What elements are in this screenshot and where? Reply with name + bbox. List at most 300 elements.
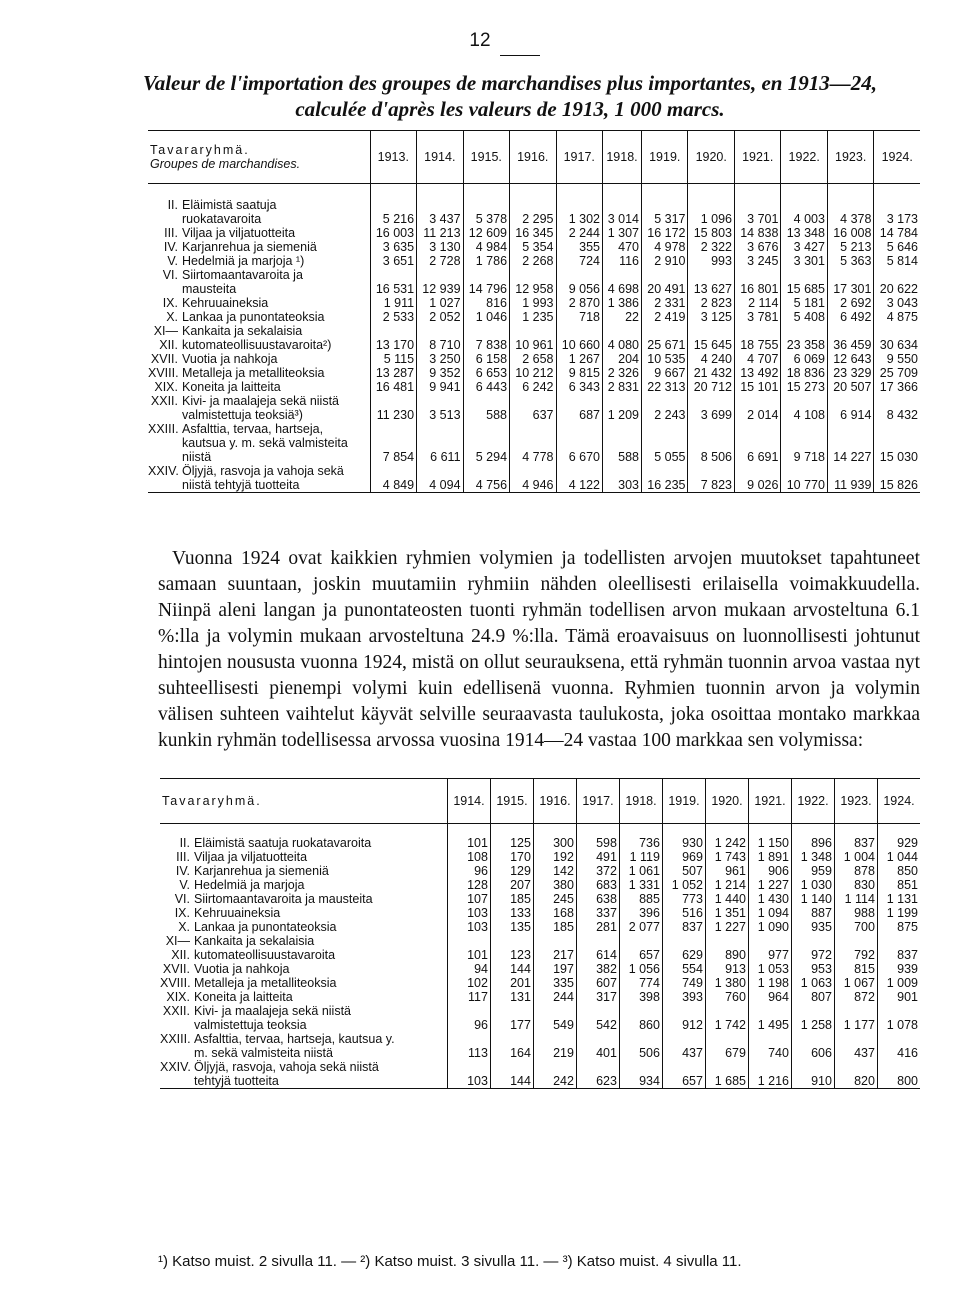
value-volume-ratio-table — [160, 778, 920, 1089]
value-cell: 929 — [877, 824, 920, 851]
group-header — [160, 779, 447, 824]
table-row — [148, 184, 920, 227]
value-cell: 217 — [533, 934, 576, 962]
value-cell: 935 — [791, 920, 834, 934]
value-cell: 1 302 — [556, 184, 602, 227]
group-number: XVII. — [150, 352, 178, 366]
value-cell: 5 115 — [370, 352, 416, 366]
page-number-rule — [500, 55, 540, 56]
value-cell: 17 301 — [827, 268, 873, 296]
value-cell: 16 008 — [827, 226, 873, 240]
value-cell: 12 958 — [510, 268, 556, 296]
value-cell: 959 — [791, 864, 834, 878]
value-cell: 2 728 — [417, 254, 463, 268]
value-cell: 629 — [662, 934, 705, 962]
value-cell: 1 061 — [619, 864, 662, 878]
value-cell: 7 854 — [370, 422, 416, 464]
value-cell: 5 408 — [781, 310, 827, 324]
value-cell: 1 742 — [705, 1004, 748, 1032]
value-cell: 3 427 — [781, 240, 827, 254]
value-cell: 993 — [688, 254, 734, 268]
table-row — [148, 394, 920, 422]
value-cell: 177 — [490, 1004, 533, 1032]
value-cell: 5 814 — [874, 254, 920, 268]
value-cell: 1 911 — [370, 296, 416, 310]
row-label — [148, 366, 370, 380]
value-cell: 961 — [705, 864, 748, 878]
value-cell: 5 354 — [510, 240, 556, 254]
value-cell: 16 801 — [734, 268, 780, 296]
value-cell: 245 — [533, 892, 576, 906]
table-row — [160, 1032, 920, 1060]
value-cell: 2 322 — [688, 240, 734, 254]
group-name: Kankaita ja sekalaisia kutomateollisuustavaroita — [194, 934, 336, 962]
value-cell: 588 — [602, 422, 641, 464]
value-cell: 977 — [748, 934, 791, 962]
group-header-label: Tavararyhmä. — [162, 794, 262, 808]
value-cell: 14 227 — [827, 422, 873, 464]
value-cell: 6 670 — [556, 422, 602, 464]
value-cell: 117 — [447, 990, 490, 1004]
value-cell: 14 838 — [734, 226, 780, 240]
value-cell: 12 609 — [463, 226, 509, 240]
row-label — [160, 1032, 447, 1060]
group-number: II. — [167, 198, 178, 212]
group-name: Lankaa ja punontateoksia — [194, 920, 337, 934]
value-cell: 13 492 — [734, 366, 780, 380]
value-cell: 988 — [834, 906, 877, 920]
value-cell: 934 — [619, 1060, 662, 1089]
value-cell: 972 — [791, 934, 834, 962]
value-cell: 2 331 — [642, 296, 688, 310]
title-line-2: calculée d'après les valeurs de 1913, 1 000 marcs. — [295, 97, 725, 121]
row-label — [160, 824, 447, 851]
group-name: Koneita ja laitteita — [194, 990, 293, 1004]
year-header: 1914. — [417, 131, 463, 184]
value-cell: 135 — [490, 920, 533, 934]
year-header: 1922. — [791, 779, 834, 824]
value-cell: 25 709 — [874, 366, 920, 380]
group-number: IV. — [163, 240, 178, 254]
group-name: Hedelmiä ja marjoja — [194, 878, 305, 892]
value-cell: 3 301 — [781, 254, 827, 268]
row-label — [148, 184, 370, 227]
value-cell: 1 198 — [748, 976, 791, 990]
group-header-fi: Tavararyhmä. — [150, 143, 250, 157]
value-cell: 1 027 — [417, 296, 463, 310]
group-number: XI—XII. — [153, 324, 178, 352]
value-cell: 4 849 — [370, 464, 416, 493]
value-cell: 2 533 — [370, 310, 416, 324]
value-cell: 10 961 — [510, 324, 556, 352]
value-cell: 133 — [490, 906, 533, 920]
table-row — [148, 310, 920, 324]
group-name: Hedelmiä ja marjoja ¹) — [182, 254, 305, 268]
value-cell: 144 — [490, 1060, 533, 1089]
value-cell: 125 — [490, 824, 533, 851]
group-number: V. — [167, 254, 178, 268]
value-cell: 3 635 — [370, 240, 416, 254]
value-cell: 22 — [602, 310, 641, 324]
value-cell: 939 — [877, 962, 920, 976]
value-cell: 2 077 — [619, 920, 662, 934]
value-cell: 3 437 — [417, 184, 463, 227]
value-cell: 1 743 — [705, 850, 748, 864]
value-cell: 3 781 — [734, 310, 780, 324]
value-cell: 3 173 — [874, 184, 920, 227]
value-cell: 103 — [447, 1060, 490, 1089]
table-row — [148, 226, 920, 240]
value-cell: 16 003 — [370, 226, 416, 240]
value-cell: 837 — [662, 920, 705, 934]
value-cell: 2 243 — [642, 394, 688, 422]
value-cell: 3 676 — [734, 240, 780, 254]
table-row — [160, 976, 920, 990]
row-label — [160, 878, 447, 892]
value-cell: 4 756 — [463, 464, 509, 493]
value-cell: 128 — [447, 878, 490, 892]
value-cell: 108 — [447, 850, 490, 864]
value-cell: 657 — [662, 1060, 705, 1089]
row-label — [160, 920, 447, 934]
value-cell: 3 250 — [417, 352, 463, 366]
value-cell: 1 177 — [834, 1004, 877, 1032]
year-header: 1924. — [874, 131, 920, 184]
group-number: IV. — [175, 864, 190, 878]
value-cell: 912 — [662, 1004, 705, 1032]
table-row — [160, 1004, 920, 1032]
value-cell: 4 080 — [602, 324, 641, 352]
value-cell: 1 131 — [877, 892, 920, 906]
row-label — [148, 394, 370, 422]
group-name: Viljaa ja viljatuotteita — [182, 226, 296, 240]
value-cell: 185 — [533, 920, 576, 934]
value-cell: 913 — [705, 962, 748, 976]
table-row — [160, 1060, 920, 1089]
group-number: IX. — [174, 906, 190, 920]
group-number: XXIII. — [148, 422, 179, 436]
value-cell: 953 — [791, 962, 834, 976]
year-header: 1919. — [662, 779, 705, 824]
group-name: Kehruuaineksia — [182, 296, 269, 310]
table-row — [160, 864, 920, 878]
value-cell: 96 — [447, 1004, 490, 1032]
value-cell: 470 — [602, 240, 641, 254]
value-cell: 12 939 — [417, 268, 463, 296]
value-cell: 2 052 — [417, 310, 463, 324]
group-number: XVIII. — [148, 366, 179, 380]
value-cell: 9 352 — [417, 366, 463, 380]
row-label — [160, 934, 447, 962]
value-cell: 123 — [490, 934, 533, 962]
value-cell: 102 — [447, 976, 490, 990]
value-cell: 16 531 — [370, 268, 416, 296]
page-number: 12 — [469, 30, 491, 51]
value-cell: 4 378 — [827, 184, 873, 227]
group-header-fr: Groupes de marchandises. — [150, 157, 301, 171]
group-name: Asfalttia, tervaa, hartseja, kautsua y. m. sekä valmisteita niistä — [194, 1032, 395, 1060]
value-cell: 103 — [447, 906, 490, 920]
value-cell: 1 495 — [748, 1004, 791, 1032]
year-header: 1916. — [533, 779, 576, 824]
value-cell: 7 838 — [463, 324, 509, 352]
table-row — [160, 962, 920, 976]
value-cell: 5 646 — [874, 240, 920, 254]
value-cell: 113 — [447, 1032, 490, 1060]
value-cell: 9 550 — [874, 352, 920, 366]
row-label — [160, 1060, 447, 1089]
year-header: 1919. — [642, 131, 688, 184]
value-cell: 491 — [576, 850, 619, 864]
value-cell: 1 267 — [556, 352, 602, 366]
value-cell: 792 — [834, 934, 877, 962]
value-cell: 5 294 — [463, 422, 509, 464]
year-header: 1918. — [619, 779, 662, 824]
value-cell: 614 — [576, 934, 619, 962]
body-paragraph: Vuonna 1924 ovat kaikkien ryhmien volymien ja todellisten arvojen muutokset tapahtuneet samaan suuntaan, joskin muutamiin ryhmiin nähden oleellisesti erilaisella voimakkuudella. Niinpä aleni langan ja punontateosten tuonti ryhmän todellisen arvon mukaan arvosteltuna 6.1 %:lla ja volymin mukaan arvosteltuna 24.9 %:lla. Tämä eroavaisuus on luonnollisesti johtunut hintojen noususta vuonna 1924, mistä on ollut seurauksena, että ryhmän tuonnin arvoa vastaa nyt suhteellisesti pienempi volymi kuin edellisenä vuonna. Ryhmien tuonnin arvon ja volymin välisen suhteen vaihtelut käyvät selville seuraavasta taulukosta, joka osoittaa montako markkaa kunkin ryhmän todellisessa arvossa vuosina 1914—24 vastaa 100 markkaa sen volymissa: — [158, 548, 920, 751]
value-cell: 437 — [662, 1032, 705, 1060]
value-cell: 2 823 — [688, 296, 734, 310]
value-cell: 242 — [533, 1060, 576, 1089]
value-cell: 20 491 — [642, 268, 688, 296]
year-header: 1923. — [834, 779, 877, 824]
value-cell: 5 213 — [827, 240, 873, 254]
table-row — [148, 422, 920, 464]
group-name: Öljyjä, rasvoja, vahoja sekä niistä tehtyjä tuotteita — [194, 1060, 379, 1088]
group-number: XVII. — [162, 962, 190, 976]
value-cell: 281 — [576, 920, 619, 934]
value-cell: 1 307 — [602, 226, 641, 240]
value-cell: 1 119 — [619, 850, 662, 864]
value-cell: 506 — [619, 1032, 662, 1060]
value-cell: 1 078 — [877, 1004, 920, 1032]
value-cell: 1 242 — [705, 824, 748, 851]
value-cell: 18 836 — [781, 366, 827, 380]
value-cell: 16 172 — [642, 226, 688, 240]
value-cell: 16 345 — [510, 226, 556, 240]
value-cell: 807 — [791, 990, 834, 1004]
value-cell: 20 622 — [874, 268, 920, 296]
row-label — [148, 240, 370, 254]
value-cell: 930 — [662, 824, 705, 851]
value-cell: 170 — [490, 850, 533, 864]
value-cell: 13 170 — [370, 324, 416, 352]
value-cell: 1 004 — [834, 850, 877, 864]
value-cell: 851 — [877, 878, 920, 892]
value-cell: 14 796 — [463, 268, 509, 296]
value-cell: 4 707 — [734, 352, 780, 366]
value-cell: 2 244 — [556, 226, 602, 240]
value-cell: 244 — [533, 990, 576, 1004]
row-label — [148, 352, 370, 366]
value-cell: 683 — [576, 878, 619, 892]
value-cell: 774 — [619, 976, 662, 990]
value-cell: 875 — [877, 920, 920, 934]
value-cell: 10 770 — [781, 464, 827, 493]
table-row — [148, 352, 920, 366]
value-cell: 850 — [877, 864, 920, 878]
year-header: 1917. — [556, 131, 602, 184]
value-cell: 507 — [662, 864, 705, 878]
value-cell: 116 — [602, 254, 641, 268]
group-name: Kivi- ja maalajeja sekä niistä valmistettuja teoksiä³) — [182, 394, 340, 422]
row-label — [160, 976, 447, 990]
value-cell: 317 — [576, 990, 619, 1004]
table-row — [160, 990, 920, 1004]
value-cell: 2 870 — [556, 296, 602, 310]
value-cell: 11 939 — [827, 464, 873, 493]
value-cell: 1 063 — [791, 976, 834, 990]
value-cell: 16 481 — [370, 380, 416, 394]
row-label — [148, 226, 370, 240]
value-cell: 1 056 — [619, 962, 662, 976]
value-cell: 607 — [576, 976, 619, 990]
value-cell: 401 — [576, 1032, 619, 1060]
row-label — [160, 1004, 447, 1032]
row-label — [148, 254, 370, 268]
value-cell: 760 — [705, 990, 748, 1004]
value-cell: 10 535 — [642, 352, 688, 366]
row-label — [148, 464, 370, 493]
row-label — [160, 990, 447, 1004]
value-cell: 18 755 — [734, 324, 780, 352]
value-cell: 22 313 — [642, 380, 688, 394]
value-cell: 30 634 — [874, 324, 920, 352]
value-cell: 1 258 — [791, 1004, 834, 1032]
row-label — [148, 296, 370, 310]
group-number: V. — [179, 878, 190, 892]
value-cell: 96 — [447, 864, 490, 878]
group-name: Kankaita ja sekalaisia kutomateollisuustavaroita²) — [182, 324, 332, 352]
group-name: Viljaa ja viljatuotteita — [194, 850, 308, 864]
value-cell: 21 432 — [688, 366, 734, 380]
value-cell: 1 150 — [748, 824, 791, 851]
value-cell: 2 268 — [510, 254, 556, 268]
value-cell: 1 348 — [791, 850, 834, 864]
value-cell: 1 214 — [705, 878, 748, 892]
value-cell: 5 181 — [781, 296, 827, 310]
value-cell: 3 699 — [688, 394, 734, 422]
value-cell: 969 — [662, 850, 705, 864]
group-number: XXIV. — [148, 464, 179, 478]
value-cell: 3 125 — [688, 310, 734, 324]
value-cell: 9 718 — [781, 422, 827, 464]
group-name: Siirtomaantavaroita ja mausteita — [182, 268, 303, 296]
value-cell: 219 — [533, 1032, 576, 1060]
table-row — [148, 366, 920, 380]
value-cell: 1 053 — [748, 962, 791, 976]
value-cell: 1 380 — [705, 976, 748, 990]
value-cell: 773 — [662, 892, 705, 906]
row-label — [148, 380, 370, 394]
year-header: 1917. — [576, 779, 619, 824]
value-cell: 4 946 — [510, 464, 556, 493]
value-cell: 2 658 — [510, 352, 556, 366]
group-name: Vuotia ja nahkoja — [194, 962, 290, 976]
value-cell: 598 — [576, 824, 619, 851]
table-row — [148, 464, 920, 493]
value-cell: 6 343 — [556, 380, 602, 394]
group-name: Lankaa ja punontateoksia — [182, 310, 325, 324]
value-cell: 4 094 — [417, 464, 463, 493]
value-cell: 3 513 — [417, 394, 463, 422]
table-row — [148, 268, 920, 296]
table-row — [160, 906, 920, 920]
value-cell: 2 014 — [734, 394, 780, 422]
value-cell: 736 — [619, 824, 662, 851]
year-header: 1924. — [877, 779, 920, 824]
value-cell: 885 — [619, 892, 662, 906]
value-cell: 11 230 — [370, 394, 416, 422]
value-cell: 5 216 — [370, 184, 416, 227]
value-cell: 1 440 — [705, 892, 748, 906]
value-cell: 13 348 — [781, 226, 827, 240]
value-cell: 901 — [877, 990, 920, 1004]
value-cell: 3 651 — [370, 254, 416, 268]
value-cell: 816 — [463, 296, 509, 310]
value-cell: 606 — [791, 1032, 834, 1060]
value-cell: 830 — [834, 878, 877, 892]
group-name: Karjanrehua ja siemeniä — [194, 864, 329, 878]
row-label — [160, 892, 447, 906]
value-cell: 1 114 — [834, 892, 877, 906]
row-label — [160, 864, 447, 878]
value-cell: 872 — [834, 990, 877, 1004]
table-row — [160, 934, 920, 962]
group-name: Koneita ja laitteita — [182, 380, 281, 394]
value-cell: 1 235 — [510, 310, 556, 324]
footnote: ¹) Katso muist. 2 sivulla 11. — ²) Katso muist. 3 sivulla 11. — ³) Katso muist. 4 sivulla 11. — [158, 1253, 742, 1270]
value-cell: 3 130 — [417, 240, 463, 254]
value-cell: 25 671 — [642, 324, 688, 352]
year-header: 1922. — [781, 131, 827, 184]
value-cell: 416 — [877, 1032, 920, 1060]
value-cell: 815 — [834, 962, 877, 976]
value-cell: 8 432 — [874, 394, 920, 422]
group-number: XI—XII. — [165, 934, 190, 962]
group-number: XXII. — [162, 1004, 190, 1018]
year-header: 1915. — [490, 779, 533, 824]
group-header — [148, 131, 370, 184]
value-cell: 1 030 — [791, 878, 834, 892]
value-cell: 437 — [834, 1032, 877, 1060]
row-label — [148, 268, 370, 296]
value-cell: 15 101 — [734, 380, 780, 394]
value-cell: 1 331 — [619, 878, 662, 892]
row-label — [148, 324, 370, 352]
group-number: VI. — [162, 268, 178, 282]
value-cell: 878 — [834, 864, 877, 878]
table-row — [148, 324, 920, 352]
value-cell: 837 — [834, 824, 877, 851]
value-cell: 15 826 — [874, 464, 920, 493]
value-cell: 1 199 — [877, 906, 920, 920]
value-cell: 11 213 — [417, 226, 463, 240]
value-cell: 5 363 — [827, 254, 873, 268]
value-cell: 382 — [576, 962, 619, 976]
value-cell: 201 — [490, 976, 533, 990]
value-cell: 637 — [510, 394, 556, 422]
value-cell: 3 701 — [734, 184, 780, 227]
value-cell: 1 430 — [748, 892, 791, 906]
value-cell: 5 055 — [642, 422, 688, 464]
value-cell: 3 245 — [734, 254, 780, 268]
group-name: Eläimistä saatuja ruokatavaroita — [182, 198, 277, 226]
table-row — [148, 240, 920, 254]
value-cell: 107 — [447, 892, 490, 906]
value-cell: 2 114 — [734, 296, 780, 310]
value-cell: 15 685 — [781, 268, 827, 296]
